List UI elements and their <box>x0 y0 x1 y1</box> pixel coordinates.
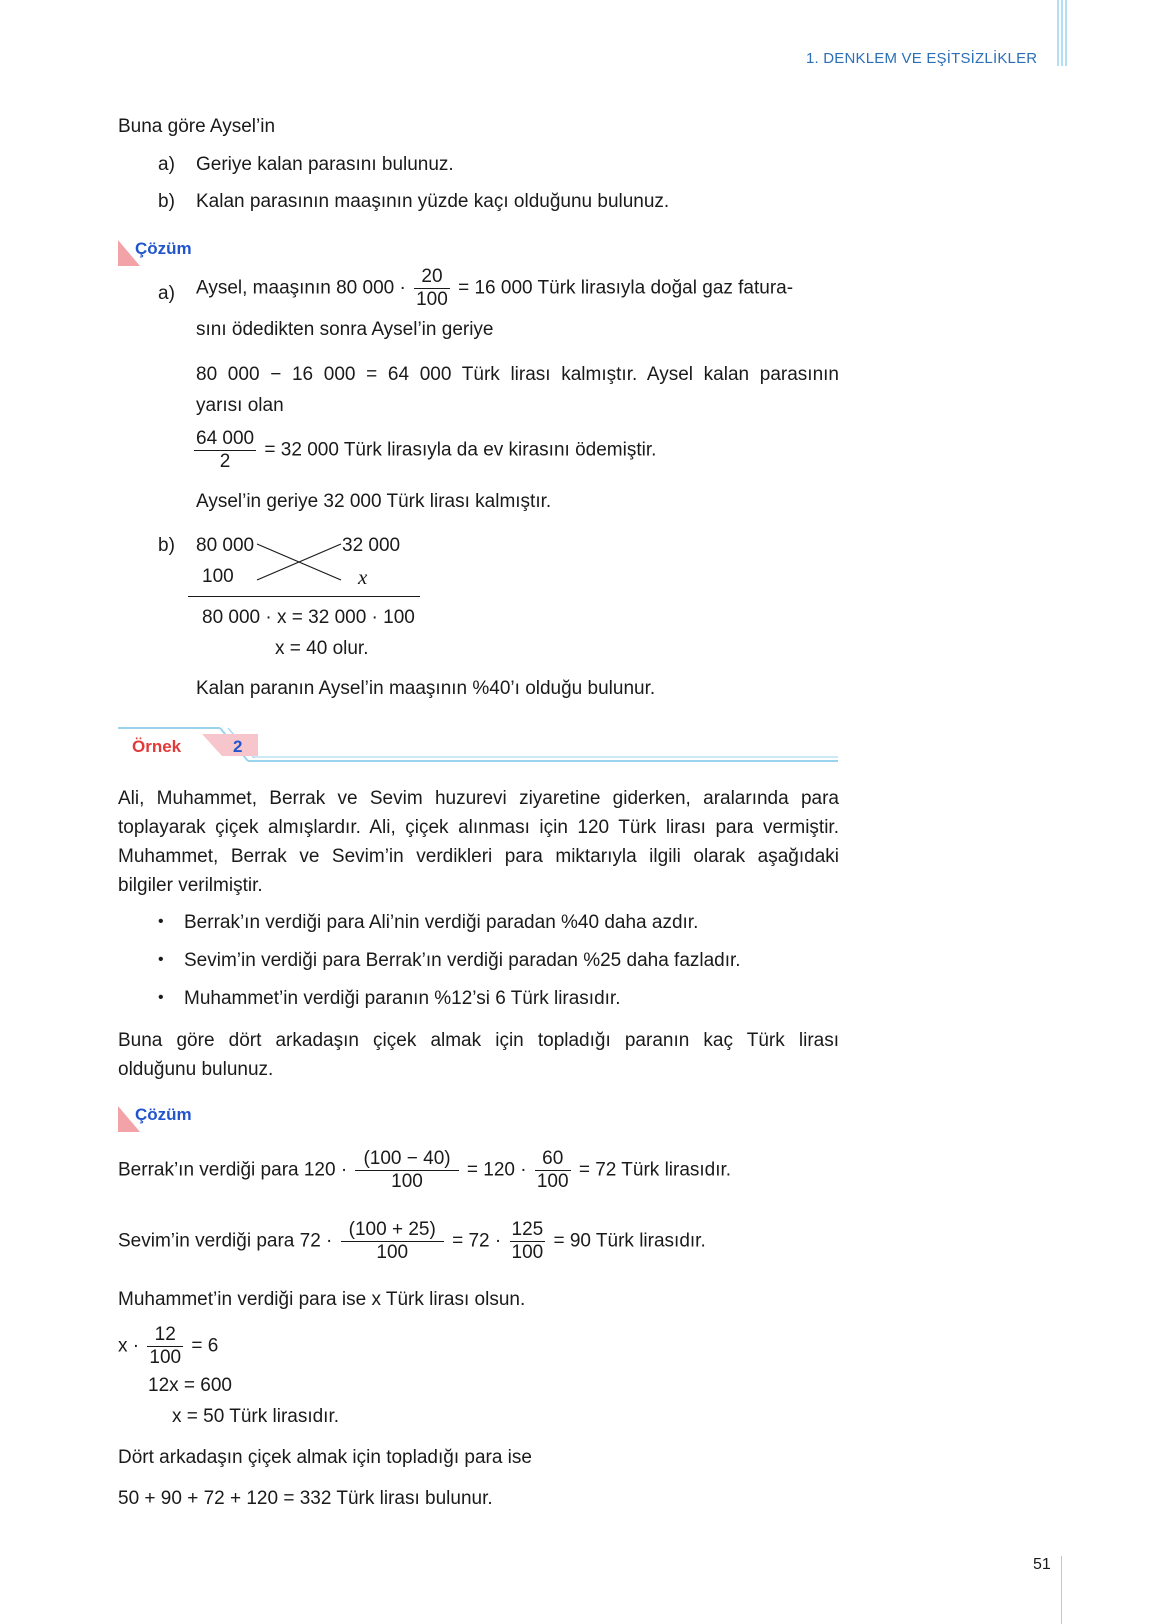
sevim-f1-num: (100 + 25) <box>348 1219 436 1240</box>
solution1-a-line3: 80 000 − 16 000 = 64 000 Türk lirası kalmıştır. Aysel kalan parasının <box>196 364 839 385</box>
problem2-question-line1: Buna göre dört arkadaşın çiçek almak için topladığı paranın kaç Türk lirası <box>118 1030 839 1051</box>
eq1-fraction <box>147 1324 183 1369</box>
sevim-fraction1 <box>341 1219 444 1264</box>
sevim-f1-den: 100 <box>341 1241 444 1264</box>
sevim-pre: Sevim’in verdiği para 72 · <box>118 1230 333 1252</box>
bullet-icon: • <box>158 913 164 930</box>
sevim-f2-num: 125 <box>511 1219 544 1240</box>
solution1-a-label: a) <box>158 283 175 304</box>
solution2-label: Çözüm <box>135 1105 192 1124</box>
berrak-pre: Berrak’ın verdiği para 120 · <box>118 1159 348 1181</box>
cross-bottom-left: 100 <box>202 566 234 587</box>
eq1-pre: x · <box>118 1335 140 1357</box>
solution1-b-label: b) <box>158 535 175 556</box>
solution2-sevim <box>118 1219 706 1264</box>
solution1-a-line6: Aysel’in geriye 32 000 Türk lirası kalmıştır. <box>196 491 552 512</box>
cross-bottom-right: x <box>358 565 368 589</box>
cross-top-right: 32 000 <box>342 535 401 556</box>
problem1-a-text: Geriye kalan parasını bulunuz. <box>196 154 454 175</box>
chapter-header: 1. DENKLEM VE EŞİTSİZLİKLER <box>806 50 1038 67</box>
solution1-a-frac2-num: 64 000 <box>196 428 255 449</box>
solution1-a-line4: yarısı olan <box>196 395 284 416</box>
page-number: 51 <box>1033 1556 1051 1573</box>
page-edge-lines <box>1055 0 1069 70</box>
bullet-icon: • <box>158 951 164 968</box>
solution1-a-line1-pre: Aysel, maaşının 80 000 · <box>196 277 406 299</box>
solution1-a-frac-den: 100 <box>416 289 448 310</box>
solution1-a-line2: sını ödedikten sonra Aysel’in geriye <box>196 319 494 340</box>
berrak-f1-num: (100 − 40) <box>363 1148 451 1169</box>
solution1-a-frac2-den: 2 <box>194 450 256 473</box>
solution1-a-line5 <box>194 428 656 473</box>
solution1-label: Çözüm <box>135 239 192 258</box>
cross-multiplication-lines <box>255 540 345 585</box>
berrak-f1-den: 100 <box>355 1170 458 1193</box>
solution1-b-eq1: 80 000 · x = 32 000 · 100 <box>202 607 415 628</box>
cross-top-left: 80 000 <box>196 535 255 556</box>
problem2-bullet-1: Berrak’ın verdiği para Ali’nin verdiği paradan %40 daha azdır. <box>184 912 699 933</box>
problem1-b-label: b) <box>158 191 175 212</box>
problem1-intro: Buna göre Aysel’in <box>118 116 276 137</box>
example-number: 2 <box>233 737 243 756</box>
example-banner <box>118 726 840 764</box>
solution2-berrak <box>118 1148 731 1193</box>
eq1-den: 100 <box>149 1347 182 1368</box>
berrak-f2-den: 100 <box>536 1171 569 1192</box>
bullet-icon: • <box>158 989 164 1006</box>
solution1-a-line5-post: = 32 000 Türk lirasıyla da ev kirasını ödemiştir. <box>264 439 657 461</box>
sevim-fraction2 <box>510 1219 546 1264</box>
problem1-a-label: a) <box>158 154 175 175</box>
solution1-a-fraction2 <box>194 428 256 473</box>
berrak-fraction1 <box>355 1148 458 1193</box>
eq1-post: = 6 <box>191 1335 219 1357</box>
sevim-mid: = 72 · <box>452 1230 502 1252</box>
berrak-fraction2 <box>535 1148 571 1193</box>
solution1-b-eq2: x = 40 olur. <box>275 638 369 659</box>
solution2-eq1 <box>118 1324 218 1369</box>
solution2-eq2: 12x = 600 <box>148 1375 232 1396</box>
solution2-eq3: x = 50 Türk lirasıdır. <box>172 1406 340 1427</box>
problem2-line3: Muhammet, Berrak ve Sevim’in verdikleri para miktarıyla ilgili olarak aşağıdaki <box>118 846 839 867</box>
solution2-muhammet-line: Muhammet’in verdiği para ise x Türk lirası olsun. <box>118 1289 526 1310</box>
problem2-bullet-2: Sevim’in verdiği para Berrak’ın verdiği paradan %25 daha fazladır. <box>184 950 741 971</box>
problem2-line2: toplayarak çiçek almışlardır. Ali, çiçek alınması için 120 Türk lirası para vermiştir. <box>118 817 839 838</box>
solution1-a-line1 <box>196 266 793 311</box>
solution2-total-line: Dört arkadaşın çiçek almak için topladığı para ise <box>118 1447 532 1468</box>
solution1-a-frac-num: 20 <box>421 266 443 287</box>
eq1-num: 12 <box>154 1324 176 1345</box>
sevim-post: = 90 Türk lirasıdır. <box>553 1230 706 1252</box>
solution1-a-line1-post: = 16 000 Türk lirasıyla doğal gaz fatura- <box>458 277 794 299</box>
problem2-bullet-3: Muhammet’in verdiği paranın %12’si 6 Türk lirasıdır. <box>184 988 621 1009</box>
footer-rule <box>1061 1556 1062 1624</box>
problem2-line1: Ali, Muhammet, Berrak ve Sevim huzurevi ziyaretine giderken, aralarında para <box>118 788 839 809</box>
problem1-b-text: Kalan parasının maaşının yüzde kaçı olduğunu bulunuz. <box>196 191 670 212</box>
berrak-mid: = 120 · <box>466 1159 527 1181</box>
sevim-f2-den: 100 <box>511 1242 544 1263</box>
solution1-a-fraction <box>414 266 450 311</box>
solution2-total-eq: 50 + 90 + 72 + 120 = 332 Türk lirası bulunur. <box>118 1488 493 1509</box>
berrak-f2-num: 60 <box>542 1148 564 1169</box>
problem2-question-line2: olduğunu bulunuz. <box>118 1059 274 1080</box>
problem2-line4: bilgiler verilmiştir. <box>118 875 263 896</box>
berrak-post: = 72 Türk lirasıdır. <box>578 1159 732 1181</box>
cross-rule <box>188 596 420 597</box>
solution1-b-conclusion: Kalan paranın Aysel’in maaşının %40’ı olduğu bulunur. <box>196 678 656 699</box>
example-label: Örnek <box>132 737 182 756</box>
